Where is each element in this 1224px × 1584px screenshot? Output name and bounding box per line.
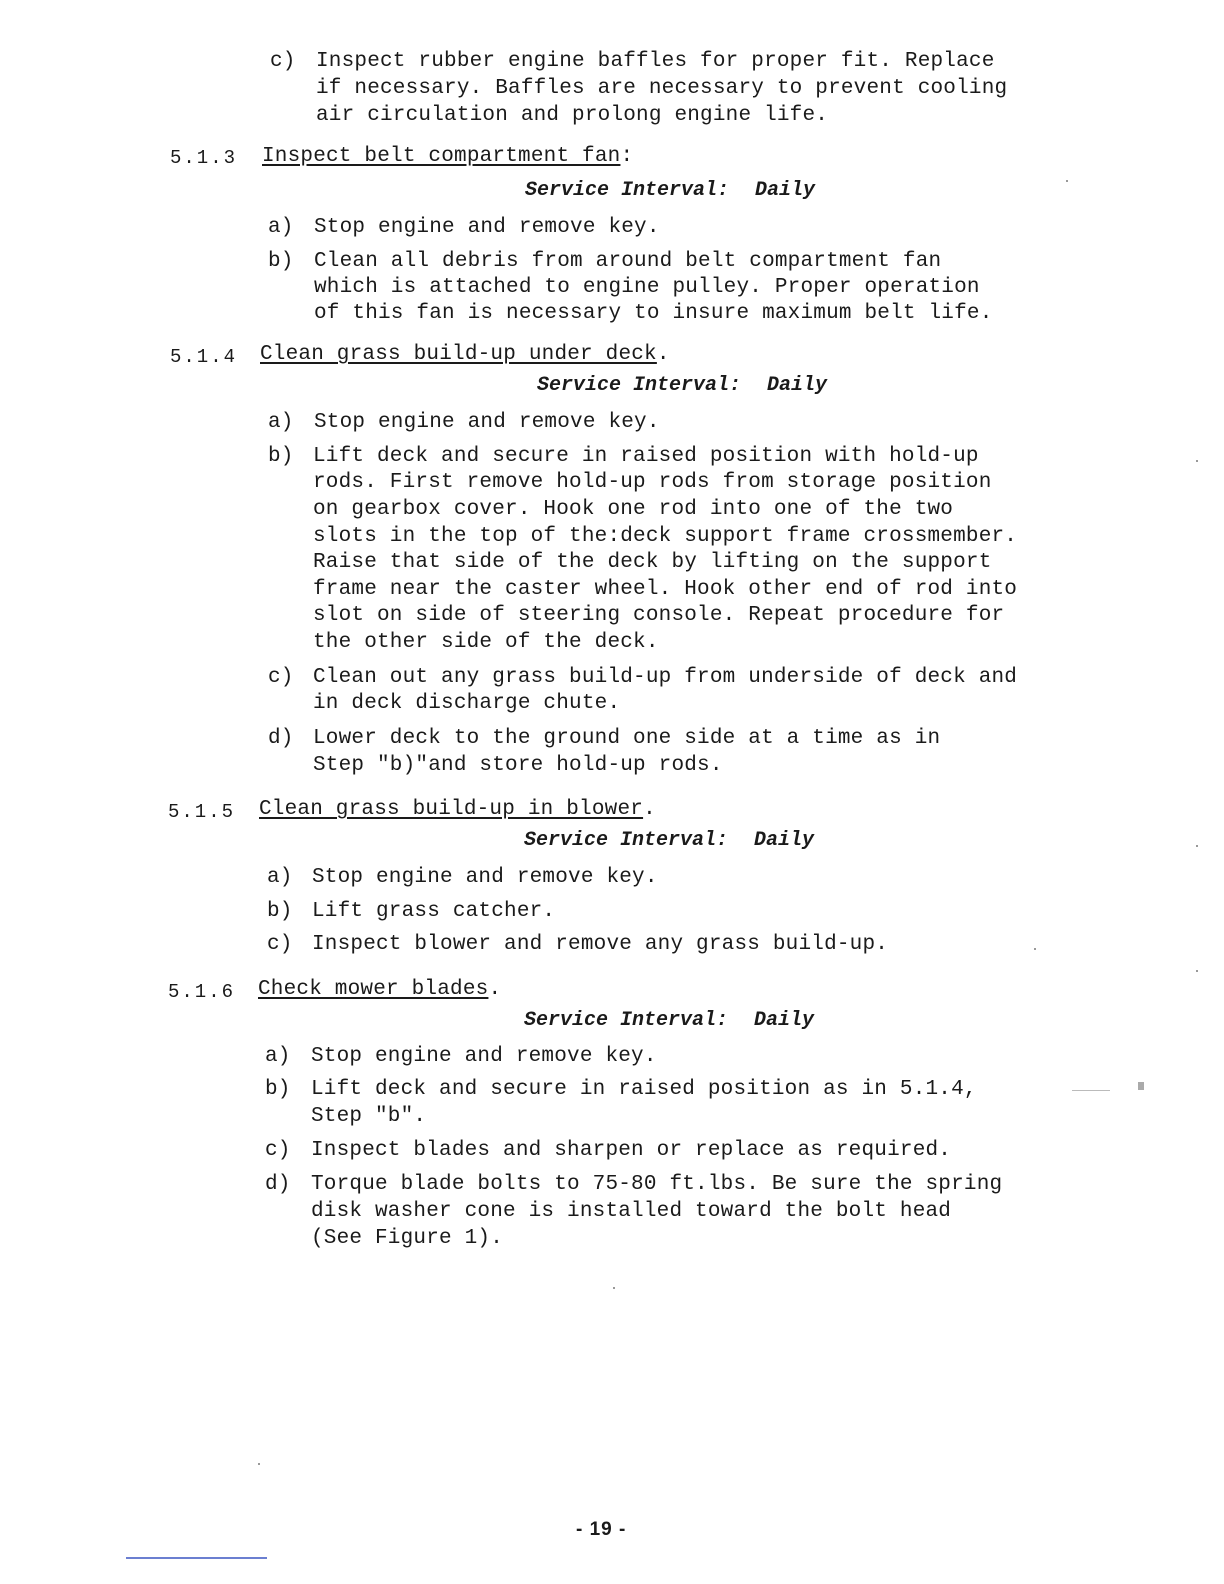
section-heading-suffix: . (656, 343, 670, 366)
section-number: 5.1.5 (168, 801, 236, 823)
service-interval (524, 829, 814, 852)
scan-speck (613, 1287, 615, 1289)
item-label: d) (265, 1173, 291, 1196)
scan-speck (1196, 845, 1198, 847)
service-interval-value: Daily (755, 179, 816, 202)
item-label: a) (268, 411, 294, 434)
section-heading-text: Clean grass build-up in blower (259, 798, 644, 821)
service-interval (524, 1009, 814, 1032)
item-text-line: Inspect rubber engine baffles for proper fit. Replace (316, 50, 995, 73)
item-text-line: Lower deck to the ground one side at a time as in (313, 727, 941, 750)
item-label: c) (265, 1139, 291, 1162)
section-number: 5.1.3 (170, 147, 238, 169)
item-text-line: Stop engine and remove key. (314, 216, 660, 239)
item-label: d) (268, 727, 294, 750)
service-interval-label: Service Interval: (525, 179, 730, 202)
item-label: b) (268, 250, 294, 273)
item-text-line: the other side of the deck. (313, 631, 659, 654)
item-label: b) (267, 900, 293, 923)
item-text-line: Lift grass catcher. (312, 900, 556, 923)
item-text-line: rods. First remove hold-up rods from storage position (313, 471, 992, 494)
item-text-line: Stop engine and remove key. (312, 866, 658, 889)
item-text-line: Clean all debris from around belt compartment fan (314, 250, 942, 273)
section-heading (259, 796, 656, 823)
item-label: a) (265, 1045, 291, 1068)
footer-rule (126, 1557, 267, 1559)
item-label: b) (265, 1078, 291, 1101)
item-label: a) (268, 216, 294, 239)
scan-speck (1196, 460, 1198, 462)
section-heading (258, 976, 501, 1003)
item-text-line: slots in the top of the:deck support frame crossmember. (313, 525, 1018, 548)
item-text-line: Inspect blades and sharpen or replace as required. (311, 1139, 952, 1162)
service-interval-label: Service Interval: (524, 829, 729, 852)
item-text-line: Step "b". (311, 1105, 427, 1128)
item-text-line: disk washer cone is installed toward the bolt head (311, 1200, 952, 1223)
scan-speck (258, 1463, 260, 1465)
section-heading-suffix: . (488, 978, 502, 1001)
item-label: c) (268, 666, 294, 689)
section-heading-suffix: : (620, 145, 634, 168)
section-heading (260, 341, 670, 368)
section-heading-text: Inspect belt compartment fan (262, 145, 621, 168)
page-number: - 19 - (576, 1519, 627, 1540)
item-text-line: Raise that side of the deck by lifting on the support (313, 551, 992, 574)
service-interval (537, 374, 827, 397)
item-text-line: of this fan is necessary to insure maximum belt life. (314, 302, 993, 325)
service-interval-label: Service Interval: (537, 374, 742, 397)
item-text-line: in deck discharge chute. (313, 692, 621, 715)
item-text-line: Stop engine and remove key. (311, 1045, 657, 1068)
service-interval-value: Daily (767, 374, 828, 397)
scan-speck (1072, 1090, 1110, 1091)
item-text-line: frame near the caster wheel. Hook other end of rod into (313, 578, 1018, 601)
item-text-line: Inspect blower and remove any grass build-up. (312, 933, 889, 956)
item-text-line: Lift deck and secure in raised position as in 5.1.4, (311, 1078, 977, 1101)
item-text-line: air circulation and prolong engine life. (316, 104, 829, 127)
item-label: c) (267, 933, 293, 956)
section-heading-text: Clean grass build-up under deck (260, 343, 657, 366)
item-text-line: which is attached to engine pulley. Proper operation (314, 276, 980, 299)
item-text-line: on gearbox cover. Hook one rod into one of the two (313, 498, 954, 521)
section-number: 5.1.6 (168, 981, 236, 1003)
item-text-line: Step "b)"and store hold-up rods. (313, 754, 723, 777)
scan-speck (1066, 180, 1068, 182)
item-text-line: Clean out any grass build-up from underside of deck and (313, 666, 1018, 689)
item-text-line: slot on side of steering console. Repeat procedure for (313, 604, 1005, 627)
item-text-line: Torque blade bolts to 75-80 ft.lbs. Be sure the spring (311, 1173, 1003, 1196)
section-heading-suffix: . (643, 798, 656, 821)
section-number: 5.1.4 (170, 346, 238, 368)
scan-speck (1196, 970, 1198, 972)
item-text-line: Stop engine and remove key. (314, 411, 660, 434)
item-text-line: Lift deck and secure in raised position with hold-up (313, 445, 979, 468)
item-label: b) (268, 445, 294, 468)
service-interval (525, 179, 815, 202)
section-heading (262, 143, 633, 170)
item-text-line: if necessary. Baffles are necessary to prevent cooling (316, 77, 1008, 100)
service-interval-value: Daily (754, 829, 815, 852)
scan-speck (1138, 1082, 1144, 1090)
item-text-line: (See Figure 1). (311, 1227, 504, 1250)
section-heading-text: Check mower blades (258, 978, 489, 1001)
scan-speck (1034, 948, 1036, 950)
service-interval-value: Daily (754, 1009, 815, 1032)
service-interval-label: Service Interval: (524, 1009, 729, 1032)
item-label: c) (270, 50, 296, 73)
item-label: a) (267, 866, 293, 889)
